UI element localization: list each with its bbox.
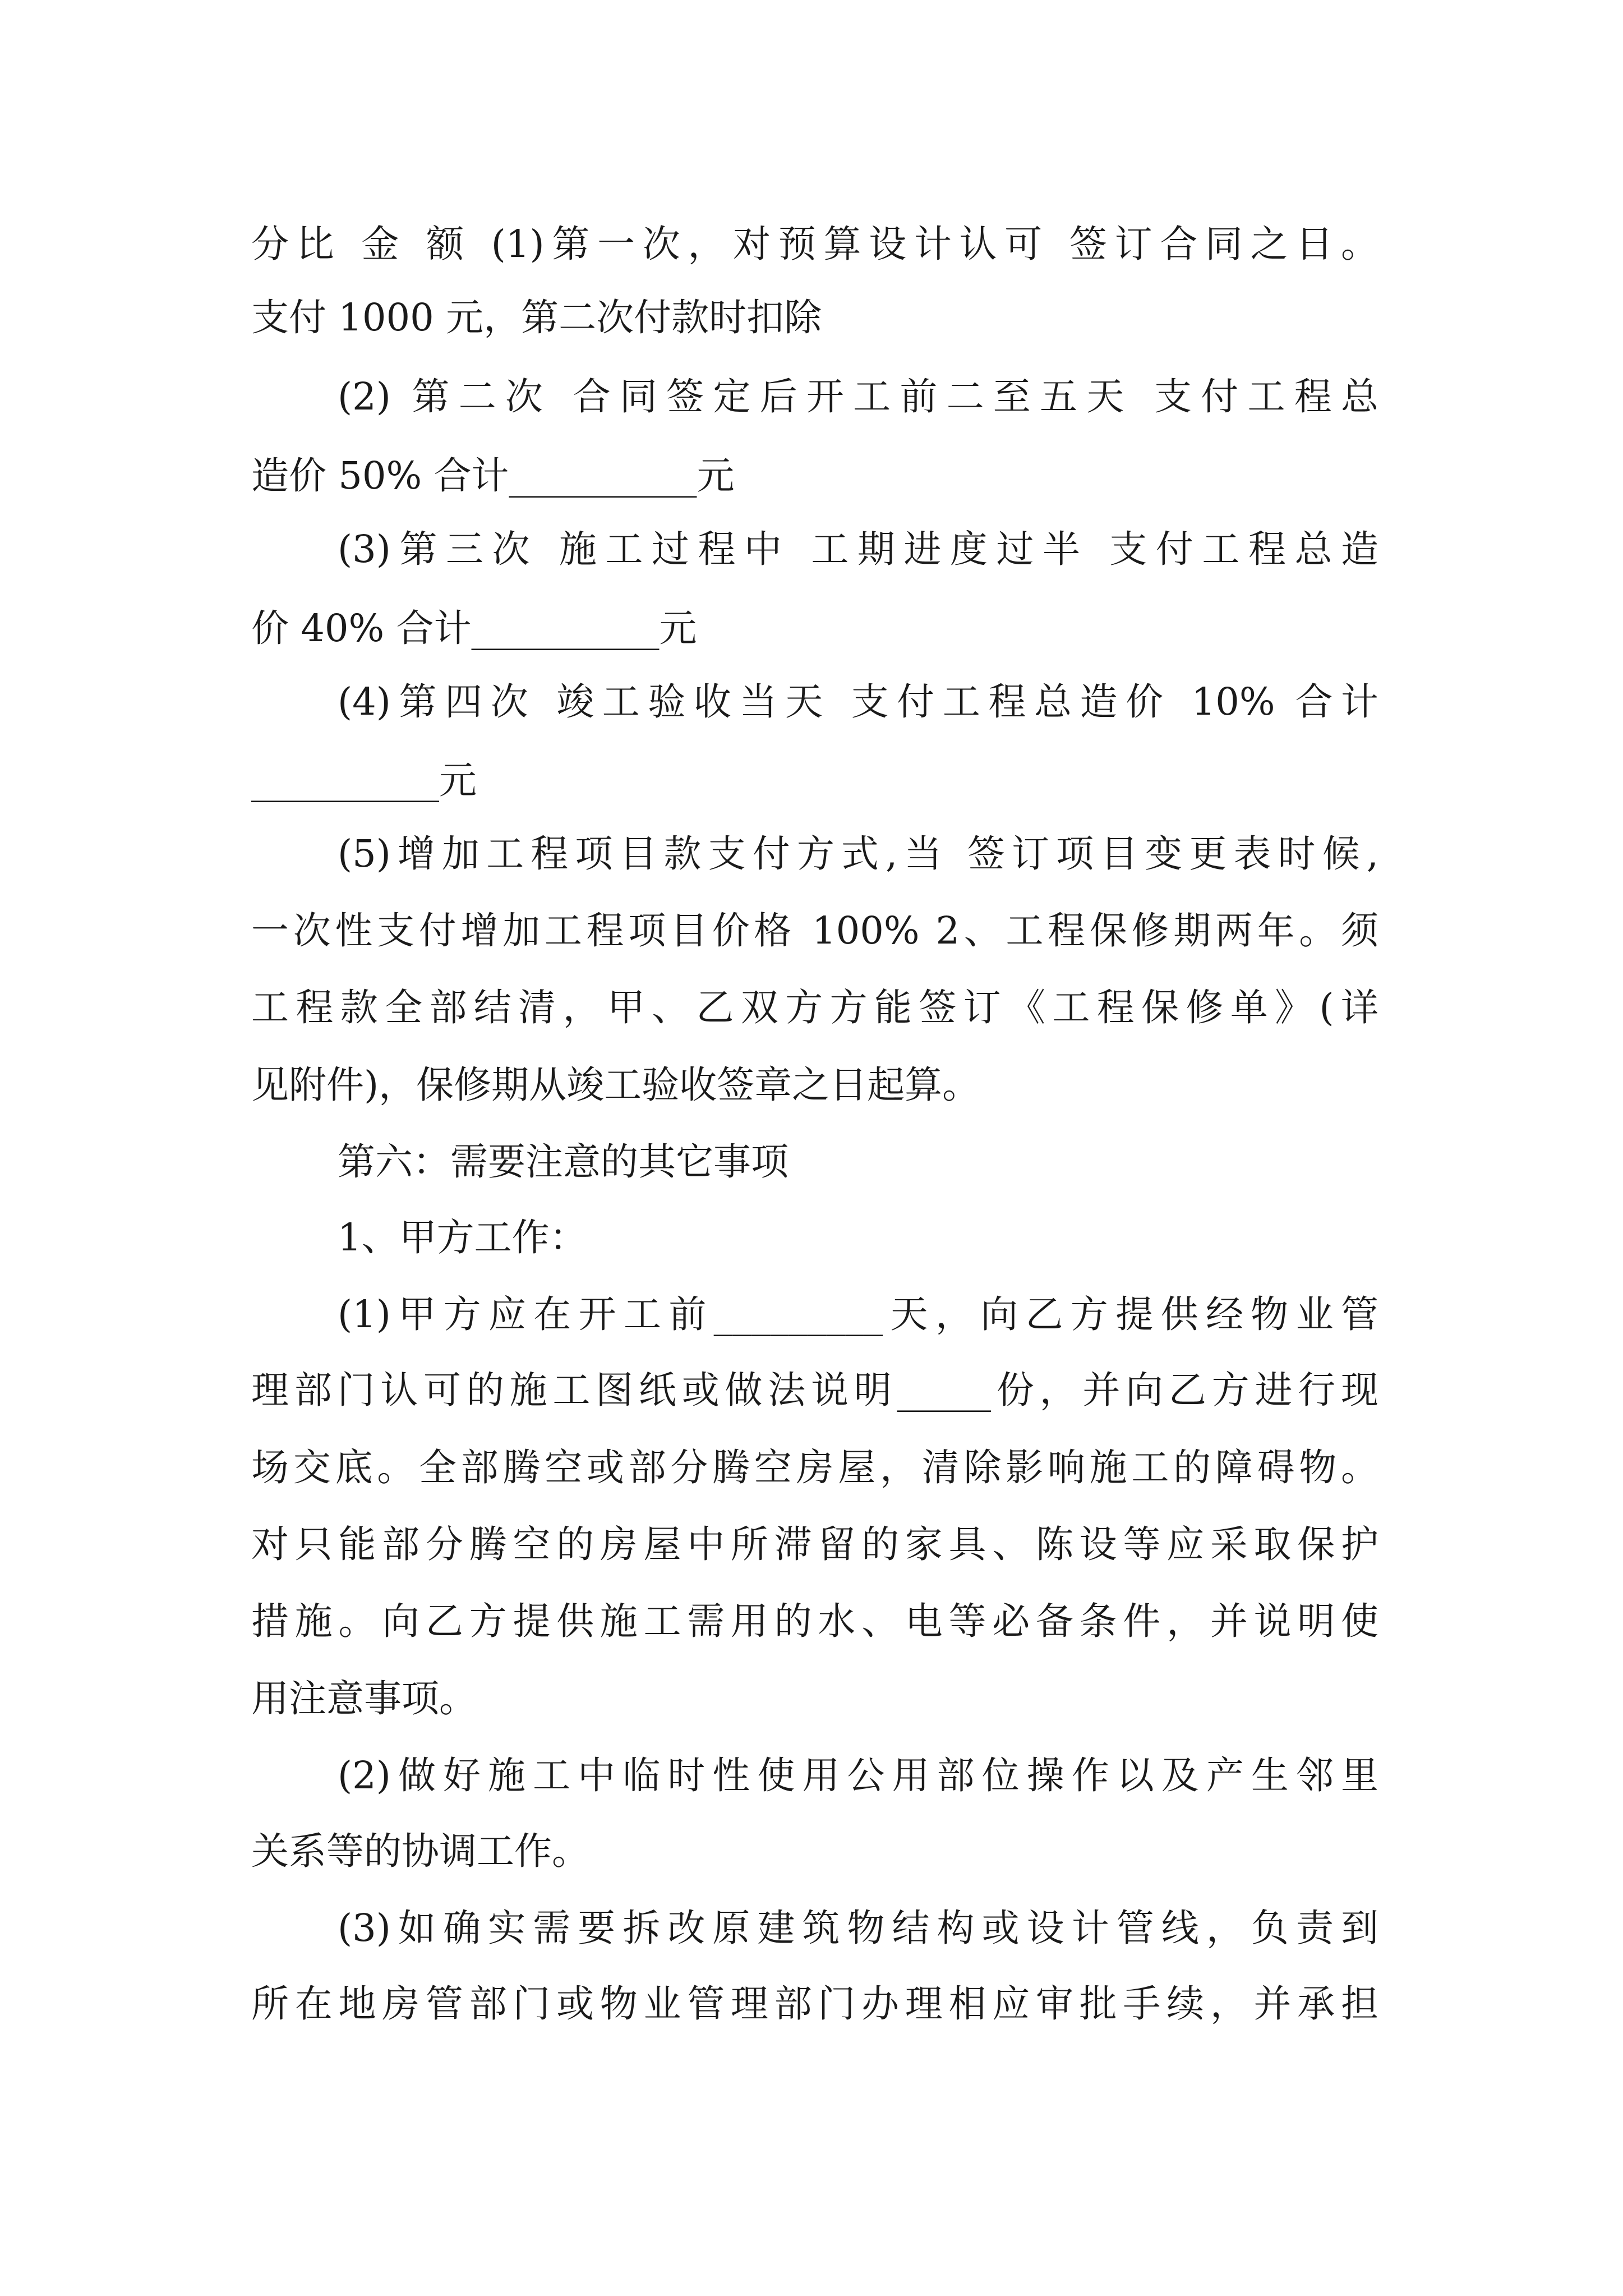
payment-item-2-line-2: 造价 50% 合计__________元	[251, 454, 735, 498]
party-a-item-1-line-3: 场交底。全部腾空或部分腾空房屋，清除影响施工的障碍物。	[251, 1446, 1378, 1489]
payment-schedule-line-2: 支付 1000 元，第二次付款时扣除	[251, 296, 822, 339]
payment-item-5-line-1: (5)增加工程项目款支付方式,当 签订项目变更表时候,	[338, 832, 1378, 876]
party-a-item-2-line-1: (2)做好施工中临时性使用公用部位操作以及产生邻里	[338, 1754, 1378, 1797]
party-a-item-1-line-5: 措施。向乙方提供施工需用的水、电等必备条件，并说明使	[251, 1599, 1378, 1643]
payment-schedule-line-1: 分比 金 额 (1)第一次，对预算设计认可 签订合同之日。	[251, 222, 1378, 266]
party-a-item-1-line-6: 用注意事项。	[251, 1677, 477, 1720]
payment-item-5-line-4: 见附件)，保修期从竣工验收签章之日起算。	[251, 1063, 980, 1107]
payment-item-2-line-1: (2) 第二次 合同签定后开工前二至五天 支付工程总	[338, 375, 1378, 418]
payment-item-3-line-1: (3)第三次 施工过程中 工期进度过半 支付工程总造	[338, 527, 1378, 571]
party-a-item-3-line-2: 所在地房管部门或物业管理部门办理相应审批手续，并承担	[251, 1982, 1378, 2026]
party-a-item-1-line-4: 对只能部分腾空的房屋中所滞留的家具、陈设等应采取保护	[251, 1522, 1378, 1566]
payment-item-5-line-3: 工程款全部结清，甲、乙双方方能签订《工程保修单》(详	[251, 986, 1378, 1029]
party-a-work-heading: 1、甲方工作：	[338, 1216, 587, 1259]
party-a-item-2-line-2: 关系等的协调工作。	[251, 1829, 589, 1873]
payment-item-4-line-1: (4)第四次 竣工验收当天 支付工程总造价 10% 合计	[338, 680, 1378, 724]
party-a-item-1-line-2: 理部门认可的施工图纸或做法说明_____份，并向乙方进行现	[251, 1368, 1378, 1412]
payment-item-4-line-2: __________元	[251, 758, 477, 802]
payment-item-3-line-2: 价 40% 合计__________元	[251, 606, 697, 650]
party-a-item-3-line-1: (3)如确实需要拆改原建筑物结构或设计管线，负责到	[338, 1906, 1378, 1950]
party-a-item-1-line-1: (1)甲方应在开工前_________天，向乙方提供经物业管	[338, 1292, 1378, 1336]
section-six-heading: 第六：需要注意的其它事项	[338, 1140, 789, 1184]
payment-item-5-line-2: 一次性支付增加工程项目价格 100% 2、工程保修期两年。须	[251, 909, 1378, 953]
